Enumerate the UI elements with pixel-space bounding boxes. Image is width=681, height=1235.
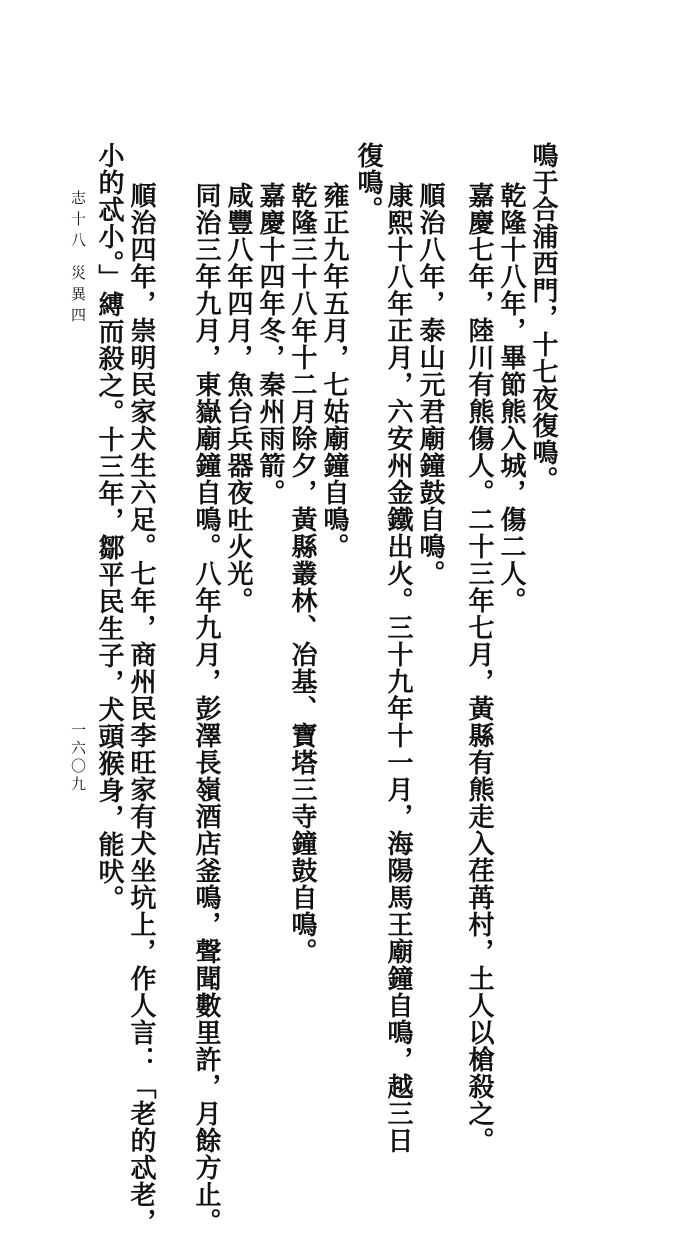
text-column-6: 康熙十八年正月，六安州金鐵出火。三十九年十一月，海陽馬王廟鐘自鳴，越三日 xyxy=(383,182,413,1154)
text-column-12: 順治四年，崇明民家犬生六足。七年，商州民李旺家有犬坐坑上，作人言：「老的忒老， xyxy=(126,182,156,1235)
text-column-13: 小的忒小。」縛而殺之。十三年，鄒平民生子，犬頭猴身，能吠。 xyxy=(94,142,124,912)
text-column-1: 鳴于合浦西門，十七夜復鳴。 xyxy=(528,142,558,493)
section-label: 災異四 xyxy=(69,265,87,328)
text-column-4: 復鳴。 xyxy=(353,142,383,223)
text-column-10: 咸豐八年四月，魚台兵器夜吐火光。 xyxy=(223,182,253,614)
text-column-3: 嘉慶七年，陸川有熊傷人。二十三年七月，黃縣有熊走入荏苒村，土人以槍殺之。 xyxy=(464,182,494,1154)
volume-label: 志十八 xyxy=(69,190,87,253)
text-column-9: 嘉慶十四年冬，秦州雨箭。 xyxy=(255,182,285,506)
text-column-2: 乾隆十八年，畢節熊入城，傷二人。 xyxy=(496,182,526,614)
text-column-8: 乾隆三十八年十二月除夕，黃縣叢林、冶基、寶塔三寺鐘鼓自鳴。 xyxy=(287,182,317,965)
page-number: 一六〇九 xyxy=(69,722,87,794)
text-column-5: 順治八年，泰山元君廟鐘鼓自鳴。 xyxy=(415,182,445,587)
text-column-7: 雍正九年五月，七姑廟鐘自鳴。 xyxy=(319,182,349,560)
text-column-11: 同治三年九月，東嶽廟鐘自鳴。八年九月，彭澤長嶺酒店釜鳴，聲聞數里許，月餘方止。 xyxy=(191,182,221,1235)
